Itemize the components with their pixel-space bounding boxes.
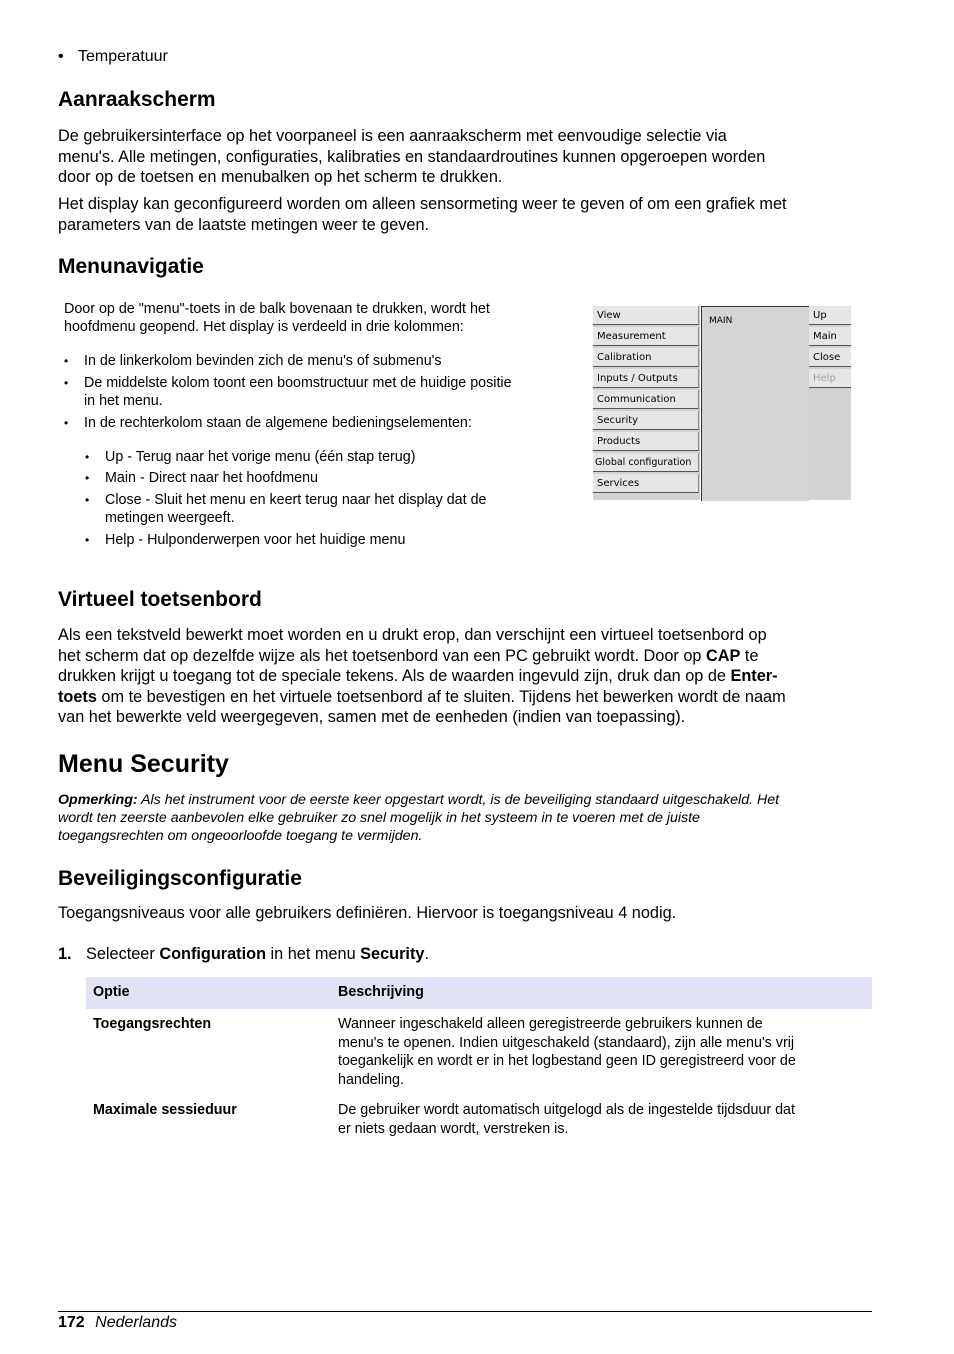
bullet-dot: • — [64, 354, 69, 368]
text-line: parameters van de laatste metingen weer te geven. — [58, 215, 430, 234]
config-step-1-text — [86, 944, 429, 965]
menu-item-security[interactable]: Security — [593, 411, 699, 430]
aanraakscherm-paragraph-2 — [58, 194, 787, 235]
menu-item-calibration[interactable]: Calibration — [593, 348, 699, 367]
table-row-description — [338, 1015, 796, 1089]
aanraakscherm-paragraph-1 — [58, 126, 765, 188]
heading-menunavigatie: Menunavigatie — [58, 255, 204, 278]
text-line: In de linkerkolom bevinden zich de menu's of submenu's — [84, 353, 442, 369]
table-header-optie — [93, 983, 130, 1002]
text-line: Het display kan geconfigureerd worden om alleen sensormeting weer te geven of om een grafiek met — [58, 195, 787, 213]
enter-key-label: toets — [58, 687, 97, 706]
menu-item-view[interactable]: View — [593, 306, 699, 325]
bullet-dot: • — [85, 533, 90, 547]
text-line: Help - Hulponderwerpen voor het huidige menu — [105, 532, 406, 548]
text-line: Beschrijving — [338, 984, 424, 1000]
table-row-option — [93, 1015, 211, 1034]
text-line: Main - Direct naar het hoofdmenu — [105, 470, 318, 486]
text-line: De middelste kolom toont een boomstructuur met de huidige positie — [84, 375, 512, 391]
bullet-dot: • — [58, 48, 64, 65]
menu-left-column — [593, 306, 700, 500]
footer-language: Nederlands — [95, 1314, 177, 1331]
text-line: in het menu. — [84, 393, 163, 409]
text-run: om te bevestigen en het virtuele toetsenbord af te sluiten. Tijdens het bewerken wordt de naam — [96, 687, 786, 706]
table-row-description — [338, 1101, 795, 1138]
page-number: 172 — [58, 1314, 85, 1331]
text-line: menu's te openen. Indien uitgeschakeld (standaard), zijn alle menu's vrij — [338, 1034, 795, 1051]
text-line: Optie — [93, 984, 130, 1000]
text-line: Maximale sessieduur — [93, 1102, 237, 1118]
security-label: Security — [360, 945, 425, 963]
text-run: in het menu — [266, 945, 361, 963]
text-line: toegangsrechten om ongeoorloofde toegang te vermijden. — [58, 828, 423, 844]
text-line: handeling. — [338, 1071, 404, 1088]
text-line — [58, 666, 786, 687]
close-button[interactable]: Close — [809, 348, 851, 367]
bullet-dot: • — [64, 416, 69, 430]
text-line: Toegangsniveaus voor alle gebruikers definiëren. Hiervoor is toegangsniveau 4 nodig. — [58, 904, 677, 922]
text-line: toegankelijk en wordt er in het logbestand geen ID geregistreerd voor de — [338, 1053, 796, 1069]
text-run: Als het instrument voor de eerste keer opgestart wordt, is de beveiliging standaard uitgeschakeld. Het — [137, 792, 780, 808]
text-line: menu's. Alle metingen, configuraties, kalibraties en standaardroutines kunnen opgeroepen worden — [58, 147, 766, 166]
text-line: er niets gedaan wordt, verstreken is. — [338, 1120, 569, 1137]
main-button[interactable]: Main — [809, 327, 851, 346]
footer-divider — [58, 1311, 872, 1312]
text-line: Close - Sluit het menu en keert terug naar het display dat de — [105, 492, 487, 508]
text-line: Door op de "menu"-toets in de balk bovenaan te drukken, wordt het — [64, 301, 490, 317]
text-line: hoofdmenu geopend. Het display is verdeeld in drie kolommen: — [64, 319, 464, 335]
text-line: wordt ten zeerste aanbevolen elke gebruiker zo snel mogelijk in het systeem in te voeren met de juiste — [58, 810, 700, 826]
config-step-1 — [58, 944, 72, 965]
main-menu-screenshot — [593, 306, 851, 500]
menu-tree-position: MAIN — [709, 316, 733, 326]
text-line: door op de toetsen en menubalken op het scherm te drukken. — [58, 168, 503, 186]
config-intro — [58, 903, 676, 924]
text-line — [58, 944, 72, 965]
note-label: Opmerking: — [58, 792, 138, 808]
table-header — [86, 977, 872, 1009]
heading-aanraakscherm: Aanraakscherm — [58, 88, 216, 111]
text-line — [58, 646, 786, 667]
text-run: Selecteer — [86, 945, 160, 963]
menu-item-global-configuration[interactable]: Global configuration — [593, 453, 699, 472]
footer — [58, 1313, 177, 1333]
intro-bullet-text: Temperatuur — [78, 48, 168, 65]
menu-item-products[interactable]: Products — [593, 432, 699, 451]
cap-key-label: CAP — [706, 646, 741, 665]
text-run: . — [424, 945, 429, 963]
text-line: van het bewerkte veld weergegeven, samen met de eenheden (indien van toepassing). — [58, 708, 686, 726]
toetsenbord-paragraph — [58, 625, 786, 728]
text-line: De gebruiker wordt automatisch uitgelogd als de ingestelde tijdsduur dat — [338, 1102, 795, 1118]
text-line — [86, 944, 429, 965]
text-line: Als een tekstveld bewerkt moet worden en u drukt erop, dan verschijnt een virtueel toetsenbord op — [58, 626, 767, 644]
table-row-option — [93, 1101, 237, 1120]
menu-tree-column — [701, 306, 809, 501]
configuration-label: Configuration — [159, 945, 267, 963]
text-line: De gebruikersinterface op het voorpaneel is een aanraakscherm met eenvoudige selectie via — [58, 127, 727, 145]
text-run: te — [740, 646, 759, 665]
enter-key-label: Enter- — [730, 667, 778, 685]
menu-item-inputs-outputs[interactable]: Inputs / Outputs — [593, 369, 699, 388]
text-line: Toegangsrechten — [93, 1016, 212, 1032]
up-button[interactable]: Up — [809, 306, 851, 325]
table-header-beschrijving — [338, 983, 424, 1002]
heading-menu-security: Menu Security — [58, 750, 229, 778]
text-run: drukken krijgt u toegang tot de speciale tekens. Als de waarden ingevuld zijn, druk dan op de — [58, 667, 731, 685]
bullet-dot: • — [64, 376, 69, 390]
heading-virtueel-toetsenbord: Virtueel toetsenbord — [58, 588, 262, 611]
bullet-dot: • — [85, 493, 90, 507]
menu-item-measurement[interactable]: Measurement — [593, 327, 699, 346]
text-line: Wanneer ingeschakeld alleen geregistreerde gebruikers kunnen de — [338, 1016, 763, 1032]
text-line — [58, 687, 786, 708]
security-note — [58, 791, 779, 845]
menu-item-services[interactable]: Services — [593, 474, 699, 493]
menunavigatie-intro — [64, 300, 490, 336]
text-line: In de rechterkolom staan de algemene bedieningselementen: — [84, 415, 472, 431]
text-line: metingen weergeeft. — [105, 510, 235, 526]
heading-beveiligingsconfiguratie: Beveiligingsconfiguratie — [58, 867, 302, 890]
text-run: het scherm dat op dezelfde wijze als het toetsenbord van een PC gebruikt wordt. Door op — [58, 646, 706, 665]
text-line — [58, 791, 779, 809]
help-button[interactable]: Help — [809, 369, 851, 388]
menu-right-column — [809, 306, 851, 500]
step-number: 1. — [58, 945, 72, 963]
bullet-dot: • — [85, 450, 90, 464]
menu-item-communication[interactable]: Communication — [593, 390, 699, 409]
text-line: Up - Terug naar het vorige menu (één stap terug) — [105, 449, 416, 465]
bullet-dot: • — [85, 471, 90, 485]
